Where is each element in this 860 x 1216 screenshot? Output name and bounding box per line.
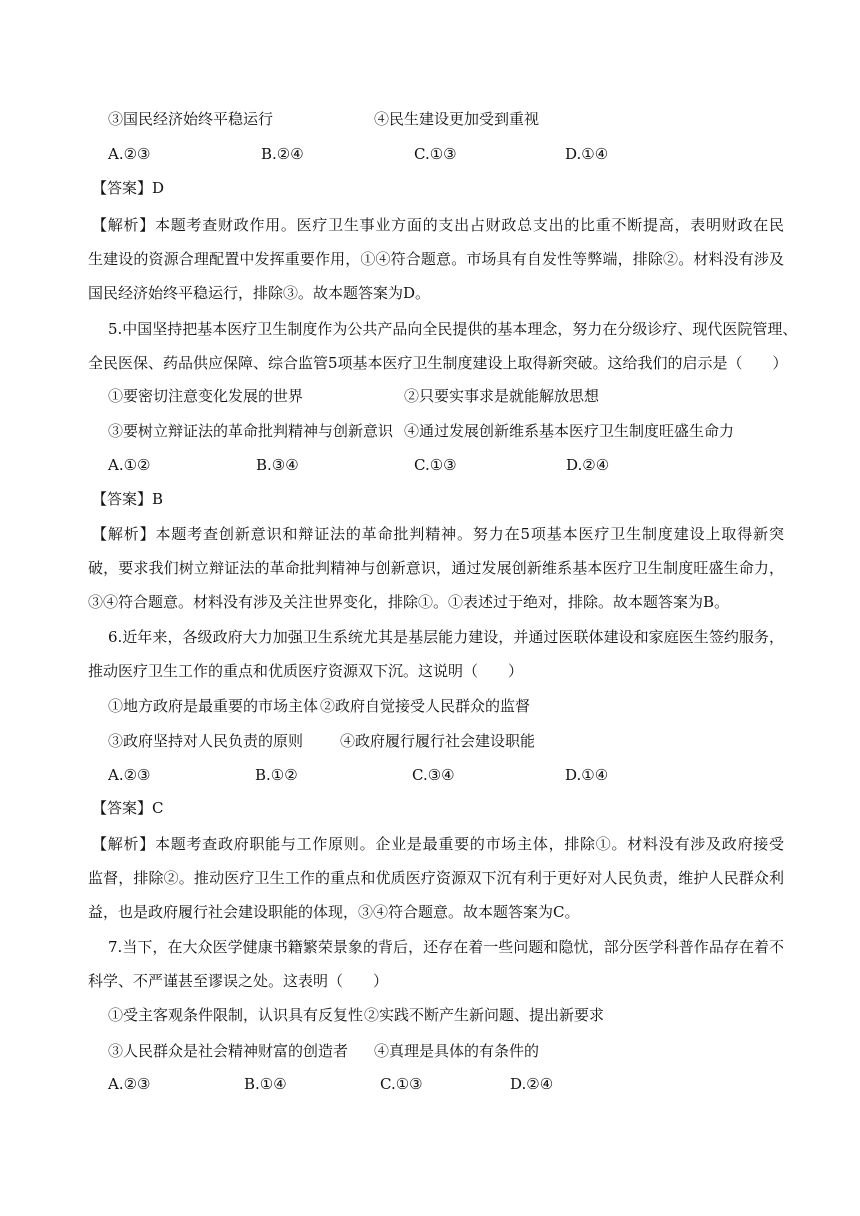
q5-answer: 【答案】B xyxy=(92,490,164,508)
q4-option-4: ④民生建设更加受到重视 xyxy=(374,110,540,128)
q6-answer: 【答案】C xyxy=(92,799,164,817)
q4-choices xyxy=(108,143,708,165)
q7-option-4: ④真理是具体的有条件的 xyxy=(374,1042,540,1060)
q5-stem-line: 全民医保、药品供应保障、综合监管5项基本医疗卫生制度建设上取得新突破。这给我们的启示是（ ） xyxy=(88,354,788,372)
q4-analysis-line: 国民经济始终平稳运行，排除③。故本题答案为D。 xyxy=(88,284,431,302)
q5-analysis-line: ③④符合题意。材料没有涉及关注世界变化，排除①。①表述过于绝对，排除。故本题答案为B。 xyxy=(88,593,730,611)
choice-c: C.①③ xyxy=(414,145,457,163)
q5-analysis-line: 破，要求我们树立辩证法的革命批判精神与创新意识，通过发展创新维系基本医疗卫生制度旺盛生命力， xyxy=(88,559,784,577)
q7-options-row xyxy=(108,1040,708,1062)
choice-b: B.③④ xyxy=(256,456,299,474)
choice-d: D.②④ xyxy=(510,1075,554,1093)
choice-c: C.③④ xyxy=(412,766,455,784)
q4-option-3: ③国民经济始终平稳运行 xyxy=(108,110,274,128)
choice-b: B.①② xyxy=(255,766,298,784)
choice-a: A.②③ xyxy=(108,145,151,163)
choice-c: C.①③ xyxy=(380,1075,423,1093)
q5-stem-line: 5.中国坚持把基本医疗卫生制度作为公共产品向全民提供的基本理念，努力在分级诊疗、现代医院管理、 xyxy=(108,320,798,338)
q4-options-row xyxy=(108,108,708,130)
q5-options-row xyxy=(108,385,748,407)
q7-stem-line: 7.当下，在大众医学健康书籍繁荣景象的背后，还存在着一些问题和隐忧，部分医学科普作品存在着不 xyxy=(108,938,784,956)
q5-choices xyxy=(108,454,708,476)
q7-option-2: ②实践不断产生新问题、提出新要求 xyxy=(364,1006,605,1024)
q5-option-1: ①要密切注意变化发展的世界 xyxy=(108,387,304,405)
q5-options-row xyxy=(108,420,768,442)
q5-option-2: ②只要实事求是就能解放思想 xyxy=(404,387,600,405)
q6-stem-line: 6.近年来，各级政府大力加强卫生系统尤其是基层能力建设，并通过医联体建设和家庭医生签约服务， xyxy=(108,628,784,646)
q5-option-3: ③要树立辩证法的革命批判精神与创新意识 xyxy=(108,422,394,440)
choice-a: A.②③ xyxy=(108,766,151,784)
q7-stem-line: 科学、不严谨甚至谬误之处。这表明（ ） xyxy=(88,972,389,990)
q6-option-1: ①地方政府是最重要的市场主体 xyxy=(108,697,319,715)
choice-b: B.①④ xyxy=(244,1075,287,1093)
q6-analysis-line: 【解析】本题考查政府职能与工作原则。企业是最重要的市场主体，排除①。材料没有涉及政府接受 xyxy=(92,835,784,853)
choice-b: B.②④ xyxy=(261,145,304,163)
q7-options-row xyxy=(108,1004,728,1026)
q7-option-1: ①受主客观条件限制，认识具有反复性 xyxy=(108,1006,364,1024)
q6-options-row xyxy=(108,695,708,717)
choice-d: D.②④ xyxy=(566,456,610,474)
q5-option-4: ④通过发展创新维系基本医疗卫生制度旺盛生命力 xyxy=(404,422,735,440)
choice-a: A.①② xyxy=(108,456,151,474)
choice-d: D.①④ xyxy=(565,766,609,784)
choice-d: D.①④ xyxy=(565,145,609,163)
q7-option-3: ③人民群众是社会精神财富的创造者 xyxy=(108,1042,349,1060)
q6-analysis-line: 监督，排除②。推动医疗卫生工作的重点和优质医疗资源双下沉有利于更好对人民负责，维护人民群众利 xyxy=(88,869,784,887)
q7-choices xyxy=(108,1073,708,1095)
q6-options-row xyxy=(108,730,708,752)
q6-analysis-line: 益，也是政府履行社会建设职能的体现，③④符合题意。故本题答案为C。 xyxy=(88,903,580,921)
q4-answer: 【答案】D xyxy=(92,179,165,197)
q6-choices xyxy=(108,764,708,786)
q4-analysis-line: 生建设的资源合理配置中发挥重要作用，①④符合题意。市场具有自发性等弊端，排除②。材料没有涉及 xyxy=(88,250,784,268)
choice-a: A.②③ xyxy=(108,1075,151,1093)
q6-stem-line: 推动医疗卫生工作的重点和优质医疗资源双下沉。这说明（ ） xyxy=(88,662,524,680)
q6-option-2: ②政府自觉接受人民群众的监督 xyxy=(320,697,531,715)
q5-analysis-line: 【解析】本题考查创新意识和辩证法的革命批判精神。努力在5项基本医疗卫生制度建设上取得新突 xyxy=(92,525,784,543)
choice-c: C.①③ xyxy=(414,456,457,474)
q4-analysis-line: 【解析】本题考查财政作用。医疗卫生事业方面的支出占财政总支出的比重不断提高，表明财政在民 xyxy=(92,216,784,234)
q6-option-4: ④政府履行履行社会建设职能 xyxy=(340,732,536,750)
q6-option-3: ③政府坚持对人民负责的原则 xyxy=(108,732,304,750)
